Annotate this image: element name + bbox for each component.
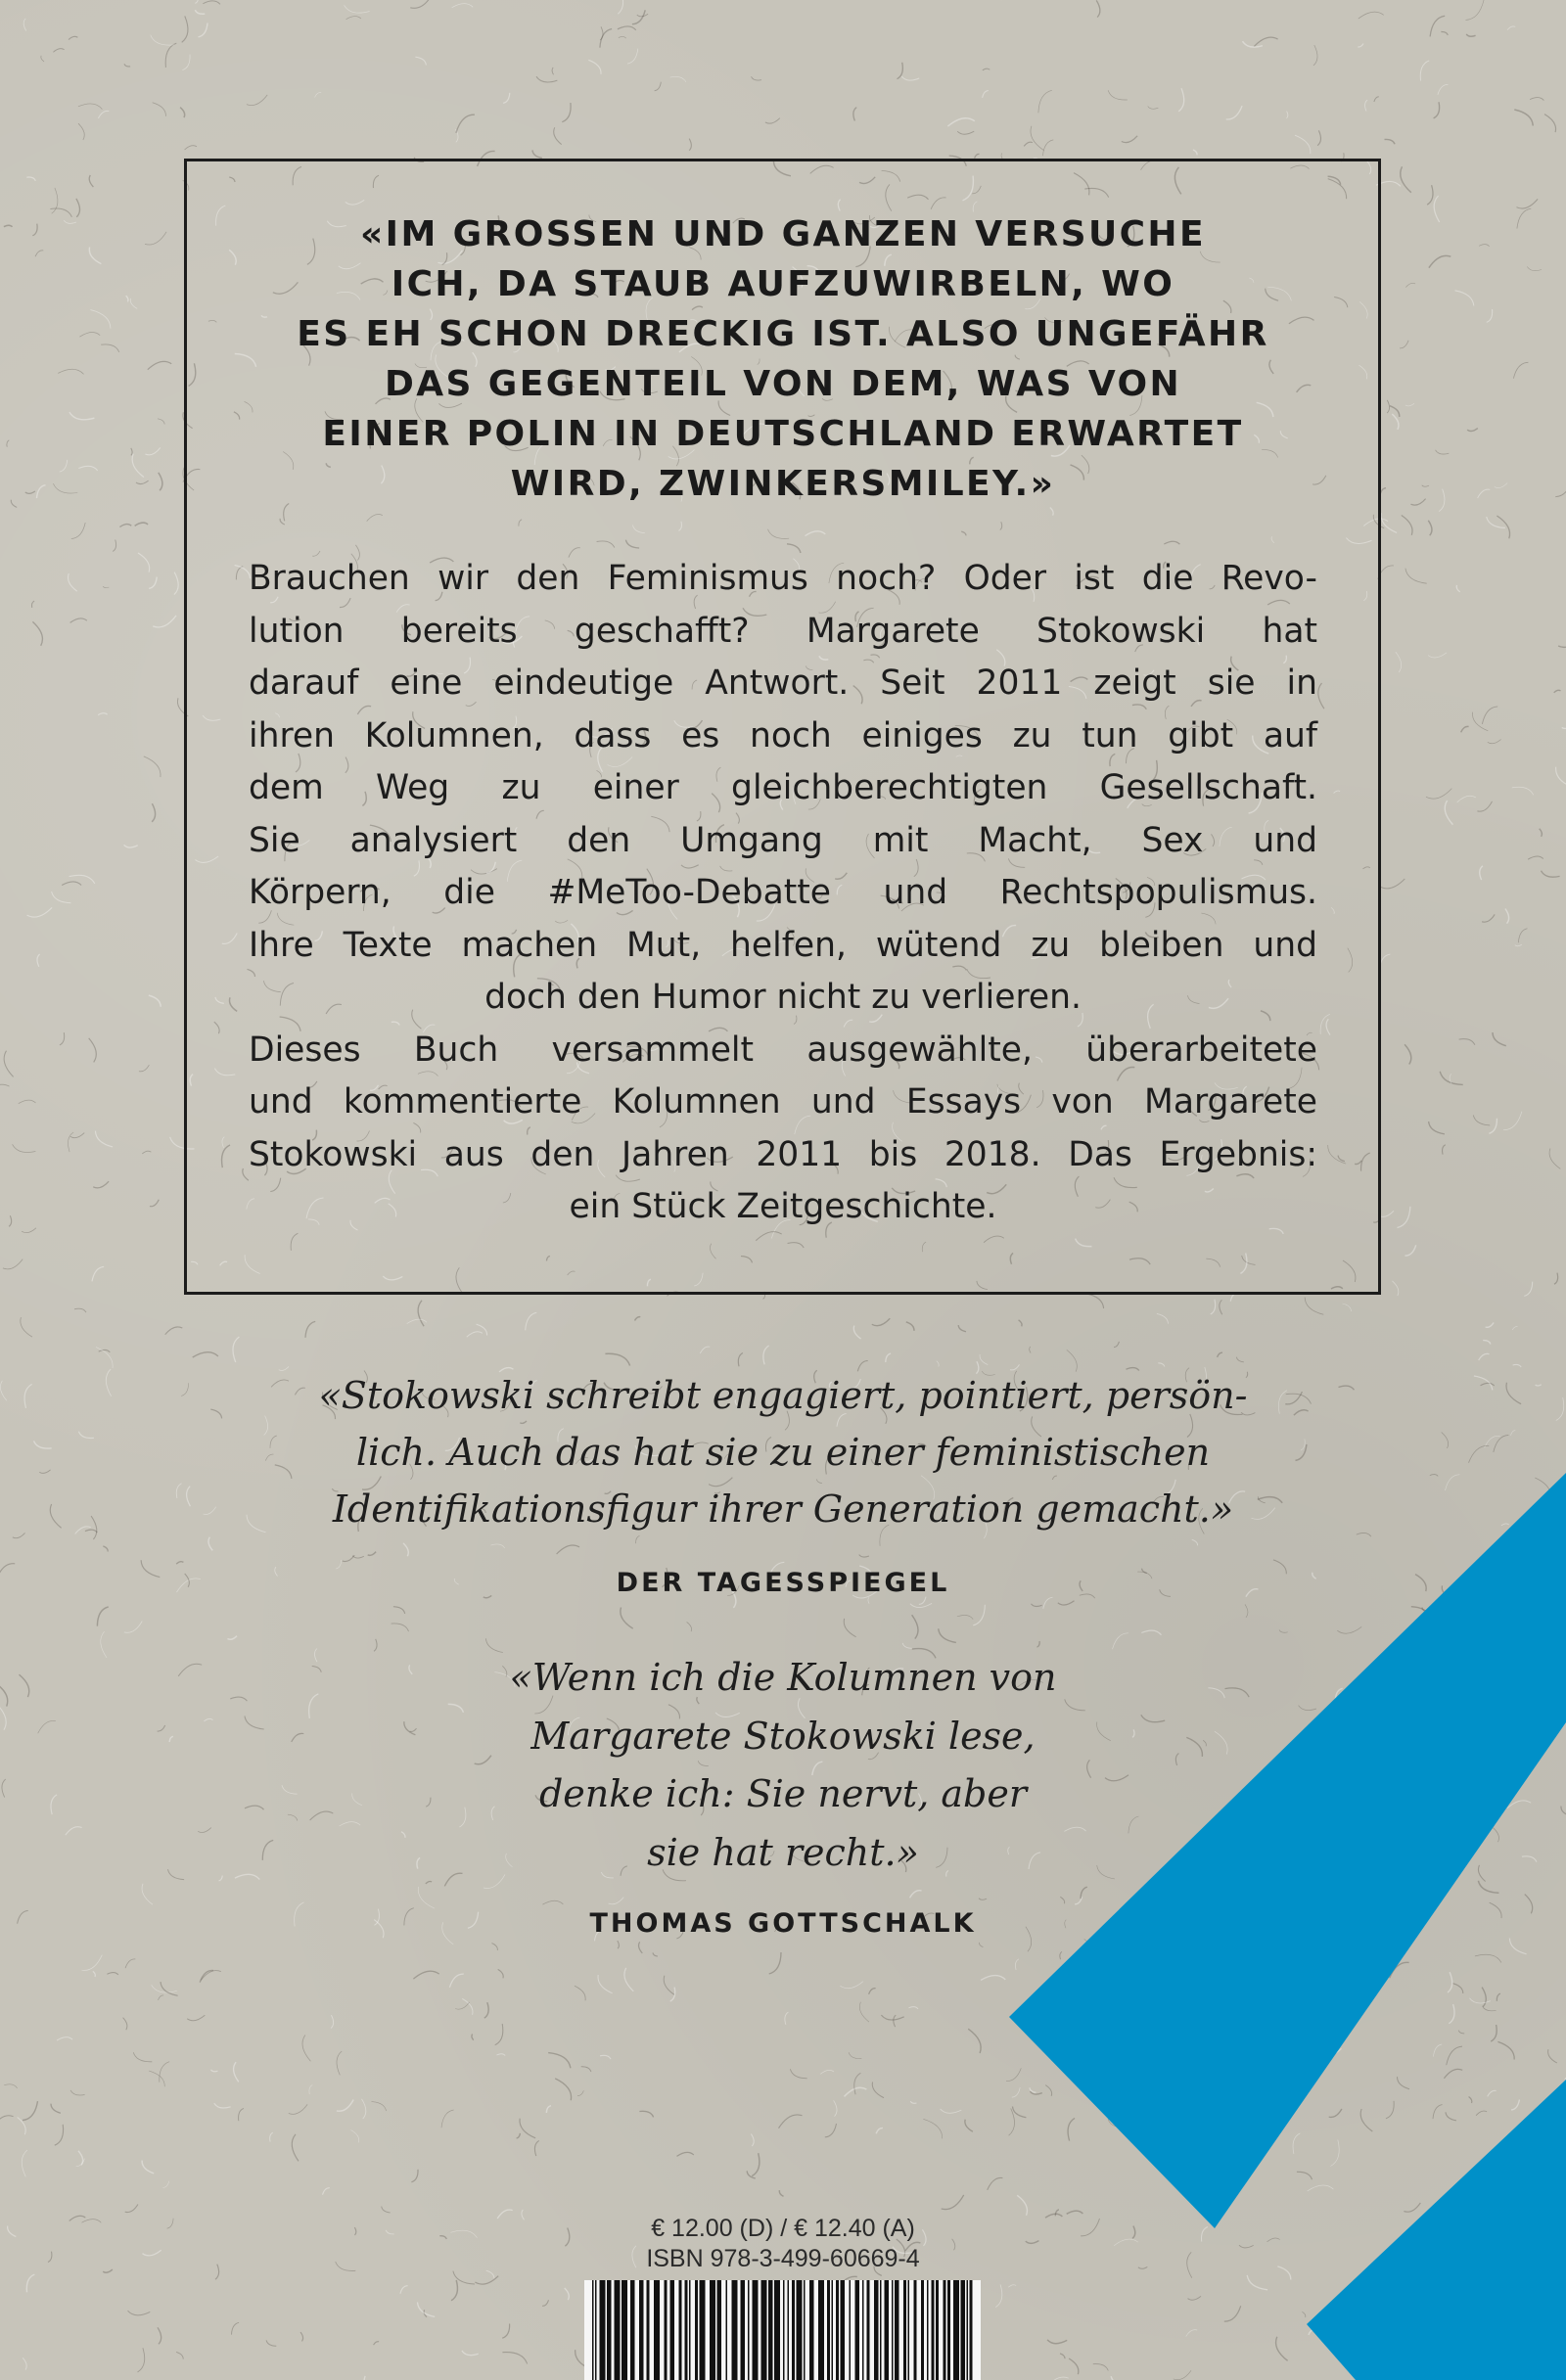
description-line: ihren Kolumnen, dass es noch einiges zu tun gibt auf — [249, 715, 1317, 755]
review-line: Margarete Stokowski lese, — [530, 1714, 1036, 1758]
barcode-bar — [953, 2280, 959, 2380]
barcode-bar — [665, 2280, 668, 2380]
barcode-bar — [818, 2280, 824, 2380]
barcode-bar — [639, 2280, 644, 2380]
blue-stripe-lower — [1307, 2080, 1566, 2380]
barcode-bar — [855, 2280, 860, 2380]
isbn-text: ISBN 978-3-499-60669-4 — [646, 2245, 920, 2272]
barcode — [584, 2280, 981, 2380]
barcode-bar — [944, 2280, 946, 2380]
barcode-bar — [774, 2280, 780, 2380]
barcode-bar — [947, 2280, 950, 2380]
barcode-bar — [921, 2280, 924, 2380]
pull-quote-line: WIRD, ZWINKERSMILEY.» — [510, 464, 1056, 504]
barcode-bar — [689, 2280, 691, 2380]
barcode-bar — [753, 2280, 759, 2380]
barcode-bar — [710, 2280, 715, 2380]
barcode-bar — [615, 2280, 621, 2380]
barcode-bar — [741, 2280, 746, 2380]
barcode-bar — [768, 2280, 773, 2380]
price-text: € 12.00 (D) / € 12.40 (A) — [651, 2215, 915, 2242]
barcode-bar — [595, 2280, 597, 2380]
description-line: lution bereits geschafft? Margarete Stokowski hat — [249, 611, 1317, 651]
barcode-bar — [717, 2280, 722, 2380]
description-line: ein Stück Zeitgeschichte. — [569, 1187, 997, 1226]
barcode-bar — [841, 2280, 846, 2380]
barcode-bar — [804, 2280, 806, 2380]
review-line: denke ich: Sie nervt, aber — [538, 1772, 1028, 1815]
pull-quote-line: EINER POLIN IN DEUTSCHLAND ERWARTET — [322, 414, 1244, 454]
price-block — [489, 2214, 1077, 2274]
barcode-bar — [592, 2280, 594, 2380]
pull-quote-line: ES EH SCHON DRECKIG IST. ALSO UNGEFÄHR — [297, 314, 1269, 354]
review-quote-tagesspiegel — [235, 1367, 1331, 1537]
barcode-bar — [679, 2280, 682, 2380]
description-line: Sie analysiert den Umgang mit Macht, Sex und — [249, 820, 1317, 860]
barcode-bar — [850, 2280, 852, 2380]
description-line: Körpern, die #MeToo-Debatte und Rechtspopulismus. — [249, 873, 1317, 912]
description-line: Dieses Buch versammelt ausgewählte, überarbeitete — [249, 1030, 1317, 1070]
barcode-bar — [827, 2280, 830, 2380]
barcode-bar — [783, 2280, 785, 2380]
review-line: Identifikationsfigur ihrer Generation gemacht.» — [332, 1488, 1234, 1531]
barcode-bar — [788, 2280, 790, 2380]
barcode-bar — [600, 2280, 606, 2380]
pull-quote-line: DAS GEGENTEIL VON DEM, WAS VON — [384, 364, 1181, 404]
barcode-bar — [685, 2280, 688, 2380]
review-source-tagesspiegel: DER TAGESSPIEGEL — [616, 1568, 950, 1598]
description-line: Ihre Texte machen Mut, helfen, wütend zu bleiben und — [249, 925, 1317, 965]
barcode-bar — [862, 2280, 864, 2380]
pull-quote-line: «IM GROSSEN UND GANZEN VERSUCHE — [360, 214, 1206, 254]
pull-quote-line: ICH, DA STAUB AUFZUWIRBELN, WO — [391, 264, 1175, 304]
review-line: lich. Auch das hat sie zu einer feministischen — [355, 1431, 1211, 1474]
barcode-bars — [584, 2280, 981, 2380]
barcode-bar — [630, 2280, 635, 2380]
barcode-bar — [761, 2280, 767, 2380]
barcode-bar — [892, 2280, 894, 2380]
review-line: sie hat recht.» — [647, 1830, 919, 1874]
barcode-bar — [832, 2280, 834, 2380]
barcode-bar — [936, 2280, 939, 2380]
description-line: und kommentierte Kolumnen und Essays von Margarete — [249, 1082, 1317, 1121]
barcode-bar — [748, 2280, 750, 2380]
barcode-bar — [700, 2280, 706, 2380]
barcode-bar — [874, 2280, 879, 2380]
description-line: Stokowski aus den Jahren 2011 bis 2018. Das Ergebnis: — [249, 1134, 1317, 1174]
barcode-bar — [726, 2280, 728, 2380]
barcode-bar — [908, 2280, 910, 2380]
barcode-bar — [647, 2280, 650, 2380]
barcode-bar — [695, 2280, 698, 2380]
barcode-bar — [932, 2280, 935, 2380]
barcode-bar — [961, 2280, 966, 2380]
barcode-bar — [927, 2280, 929, 2380]
barcode-bar — [622, 2280, 627, 2380]
barcode-bar — [670, 2280, 675, 2380]
barcode-bar — [797, 2280, 803, 2380]
barcode-bar — [967, 2280, 969, 2380]
description-line: dem Weg zu einer gleichberechtigten Gesellschaft. — [249, 768, 1317, 807]
pull-quote — [245, 209, 1321, 509]
review-line: «Wenn ich die Kolumnen von — [509, 1656, 1057, 1699]
barcode-bar — [885, 2280, 890, 2380]
barcode-bar — [970, 2280, 973, 2380]
barcode-bar — [732, 2280, 738, 2380]
description-line: darauf eine eindeutige Antwort. Seit 2011 zeigt sie in — [249, 664, 1317, 703]
review-line: «Stokowski schreibt engagiert, pointiert, persön- — [318, 1374, 1248, 1417]
description-line: doch den Humor nicht zu verlieren. — [484, 978, 1082, 1017]
barcode-bar — [809, 2280, 814, 2380]
barcode-bar — [914, 2280, 917, 2380]
review-source-gottschalk: THOMAS GOTTSCHALK — [589, 1908, 977, 1939]
barcode-bar — [654, 2280, 660, 2380]
review-quote-gottschalk — [372, 1649, 1194, 1882]
barcode-bar — [880, 2280, 882, 2380]
barcode-bar — [895, 2280, 899, 2380]
barcode-bar — [836, 2280, 839, 2380]
barcode-bar — [607, 2280, 612, 2380]
barcode-bar — [903, 2280, 906, 2380]
book-description — [249, 553, 1317, 1234]
barcode-bar — [867, 2280, 870, 2380]
barcode-bar — [792, 2280, 795, 2380]
description-line: Brauchen wir den Feminismus noch? Oder ist die Revo- — [249, 559, 1317, 598]
